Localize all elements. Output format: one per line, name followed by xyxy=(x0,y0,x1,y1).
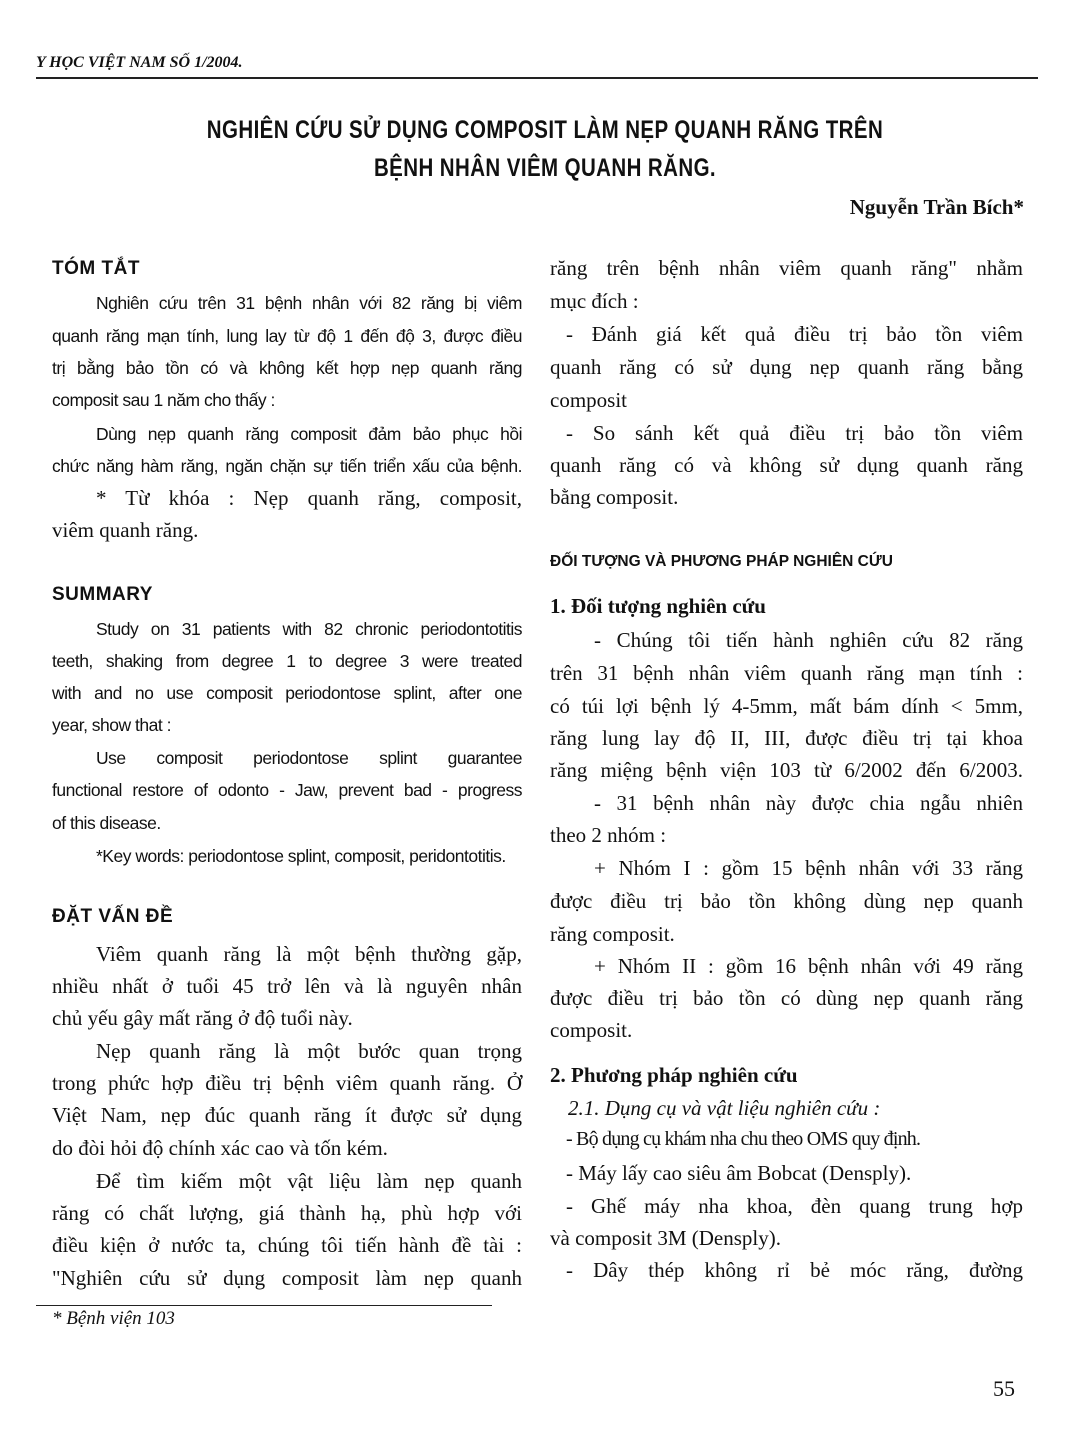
text-line: Study on 31 patients with 82 chronic periodontotitis xyxy=(96,619,522,639)
text-line: răng composit. xyxy=(550,922,675,946)
text-line: trong phức hợp điều trị bệnh viêm quanh răng. Ở xyxy=(52,1071,522,1095)
text-line: of this disease. xyxy=(52,813,161,833)
journal-header: Y HỌC VIỆT NAM SỐ 1/2004. xyxy=(36,54,243,71)
author: Nguyễn Trần Bích* xyxy=(849,195,1024,219)
text-line: - So sánh kết quả điều trị bảo tồn viêm xyxy=(566,421,1023,445)
page-number: 55 xyxy=(993,1376,1015,1401)
text-line: - Máy lấy cao siêu âm Bobcat (Densply). xyxy=(566,1161,912,1185)
text-line: răng lung lay độ II, III, được điều trị tại khoa xyxy=(550,726,1023,750)
header-rule xyxy=(36,77,1038,79)
article-title-line-2: BỆNH NHÂN VIÊM QUANH RĂNG. xyxy=(373,154,717,182)
footnote-rule xyxy=(36,1305,492,1306)
text-line: nhiều nhất ở tuổi 45 trở lên và là nguyên nhân xyxy=(52,974,522,998)
section-heading: ĐẶT VẤN ĐỀ xyxy=(52,906,174,927)
text-line: composit. xyxy=(550,1018,633,1042)
text-line: "Nghiên cứu sử dụng composit làm nẹp quanh xyxy=(52,1266,522,1290)
text-line: 2.1. Dụng cụ và vật liệu nghiên cứu : xyxy=(568,1096,881,1120)
text-line: quanh răng mạn tính, lung lay từ độ 1 đến độ 3, được điều xyxy=(52,326,522,346)
text-line: viêm quanh răng. xyxy=(52,518,199,542)
text-line: được điều trị bảo tồn không dùng nẹp quanh xyxy=(550,889,1023,913)
footnote: * Bệnh viện 103 xyxy=(52,1308,175,1329)
text-line: - Dây thép không rỉ bẻ móc răng, đường xyxy=(566,1258,1023,1282)
text-line: chức năng hàm răng, ngăn chặn sự tiến triển xấu của bệnh. xyxy=(52,456,522,476)
section-heading: SUMMARY xyxy=(52,584,153,605)
text-line: mục đích : xyxy=(550,289,639,313)
text-line: functional restore of odonto - Jaw, prevent bad - progress xyxy=(52,780,522,800)
text-line: có túi lợi bệnh lý 4-5mm, mất bám dính < 5mm, xyxy=(550,694,1023,718)
text-line: - Chúng tôi tiến hành nghiên cứu 82 răng xyxy=(594,628,1023,652)
text-line: composit sau 1 năm cho thấy : xyxy=(52,390,275,410)
text-line: + Nhóm I : gồm 15 bệnh nhân với 33 răng xyxy=(594,856,1023,880)
section-heading: 1. Đối tượng nghiên cứu xyxy=(550,594,766,618)
text-line: răng trên bệnh nhân viêm quanh răng" nhằm xyxy=(550,256,1023,280)
text-line: điều kiện ở nước ta, chúng tôi tiến hành đề tài : xyxy=(52,1233,522,1257)
text-line: teeth, shaking from degree 1 to degree 3 were treated xyxy=(52,651,522,671)
text-line: Nghiên cứu trên 31 bệnh nhân với 82 răng bị viêm xyxy=(96,293,522,313)
text-line: - 31 bệnh nhân này được chia ngẫu nhiên xyxy=(594,791,1023,815)
text-line: - Bộ dụng cụ khám nha chu theo OMS quy định. xyxy=(566,1128,921,1150)
text-line: quanh răng có sử dụng nẹp quanh răng bằng xyxy=(550,355,1023,379)
text-line: - Ghế máy nha khoa, đèn quang trung hợp xyxy=(566,1194,1023,1218)
text-line: và composit 3M (Densply). xyxy=(550,1226,781,1250)
text-line: trị bằng bảo tồn có và không kết hợp nẹp quanh răng xyxy=(52,358,522,378)
article-title-line-1: NGHIÊN CỨU SỬ DỤNG COMPOSIT LÀM NẸP QUANH RĂNG TRÊN xyxy=(206,116,884,144)
text-line: year, show that : xyxy=(52,715,171,735)
text-line: * Từ khóa : Nẹp quanh răng, composit, xyxy=(96,486,522,510)
text-line: răng có chất lượng, giá thành hạ, phù hợp với xyxy=(52,1201,522,1225)
section-heading: TÓM TẮT xyxy=(52,258,140,279)
text-line: Nẹp quanh răng là một bước quan trọng xyxy=(96,1039,522,1063)
text-line: Để tìm kiếm một vật liệu làm nẹp quanh xyxy=(96,1169,522,1193)
text-line: quanh răng có và không sử dụng quanh răng xyxy=(550,453,1023,477)
text-line: Use composit periodontose splint guarantee xyxy=(96,748,522,768)
text-line: - Đánh giá kết quả điều trị bảo tồn viêm xyxy=(566,322,1023,346)
text-line: *Key words: periodontose splint, composit, peridontotitis. xyxy=(96,846,506,866)
text-line: răng miệng bệnh viện 103 từ 6/2002 đến 6/2003. xyxy=(550,758,1023,782)
text-line: + Nhóm II : gồm 16 bệnh nhân với 49 răng xyxy=(594,954,1023,978)
text-line: do đòi hỏi độ chính xác cao và tốn kém. xyxy=(52,1136,388,1160)
text-line: chủ yếu gây mất răng ở độ tuổi này. xyxy=(52,1006,353,1030)
text-line: bằng composit. xyxy=(550,485,679,509)
text-line: composit xyxy=(550,388,627,412)
text-line: được điều trị bảo tồn có dùng nẹp quanh răng xyxy=(550,986,1023,1010)
text-line: Việt Nam, nẹp đúc quanh răng ít được sử dụng xyxy=(52,1103,522,1127)
text-line: trên 31 bệnh nhân viêm quanh răng mạn tính : xyxy=(550,661,1023,685)
text-line: Dùng nẹp quanh răng composit đảm bảo phục hồi xyxy=(96,424,522,444)
text-line: theo 2 nhóm : xyxy=(550,823,667,847)
section-heading: 2. Phương pháp nghiên cứu xyxy=(550,1063,798,1087)
text-line: with and no use composit periodontose splint, after one xyxy=(52,683,522,703)
text-line: Viêm quanh răng là một bệnh thường gặp, xyxy=(96,942,522,966)
section-heading: ĐỐI TƯỢNG VÀ PHƯƠNG PHÁP NGHIÊN CỨU xyxy=(550,553,893,570)
